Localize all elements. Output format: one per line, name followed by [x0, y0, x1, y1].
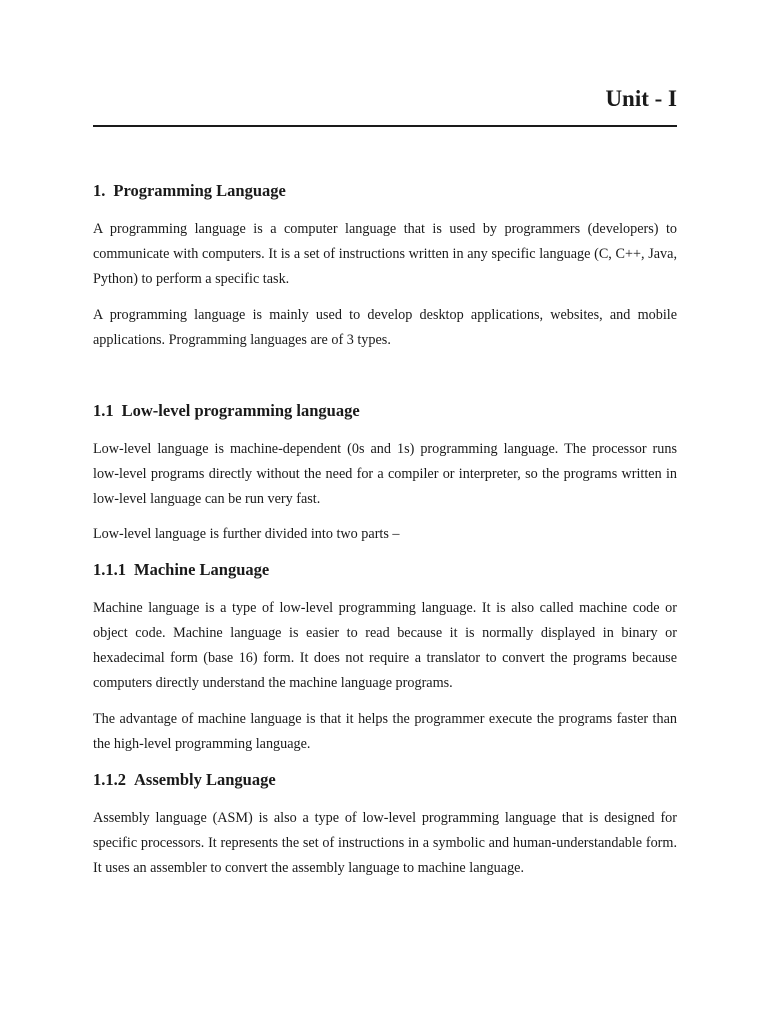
paragraph: Machine language is a type of low-level programming language. It is also called machine code or object code. Machine language is easier to read because it is normally displayed in binary or hexadecimal form (base 16) form. It does not require a translator to convert the programs because computers directly understand the machine language programs.	[93, 600, 677, 691]
paragraph: A programming language is a computer language that is used by programmers (developers) to communicate with computers. It is a set of instructions written in any specific language (C, C++, Java, Python) to perform a specific task.	[93, 221, 677, 287]
section-title: Low-level programming language	[121, 401, 360, 420]
unit-title: Unit - I	[605, 86, 677, 111]
section-heading-1-1-1	[93, 560, 269, 580]
header-rule	[93, 125, 677, 127]
paragraph: Assembly language (ASM) is also a type of low-level programming language that is designed for specific processors. It represents the set of instructions in a symbolic and human-understandable form. It uses an assembler to convert the assembly language to machine language.	[93, 810, 677, 876]
paragraph: The advantage of machine language is that it helps the programmer execute the programs faster than the high-level programming language.	[93, 711, 677, 752]
section-title: Programming Language	[113, 181, 286, 200]
section-heading-1-1	[93, 401, 360, 421]
paragraph: Low-level language is machine-dependent (0s and 1s) programming language. The processor runs low-level programs directly without the need for a compiler or interpreter, so the programs written in low-level language can be run very fast.	[93, 441, 677, 507]
section-number: 1.1.2	[93, 770, 126, 789]
section-heading-1	[93, 181, 286, 201]
section-number: 1.1	[93, 401, 114, 420]
section-title: Assembly Language	[134, 770, 276, 789]
paragraph: A programming language is mainly used to develop desktop applications, websites, and mobile applications. Programming languages are of 3 types.	[93, 307, 677, 348]
section-heading-1-1-2	[93, 770, 276, 790]
paragraph: Low-level language is further divided into two parts –	[93, 526, 400, 542]
section-number: 1.	[93, 181, 106, 200]
section-title: Machine Language	[134, 560, 270, 579]
section-number: 1.1.1	[93, 560, 126, 579]
